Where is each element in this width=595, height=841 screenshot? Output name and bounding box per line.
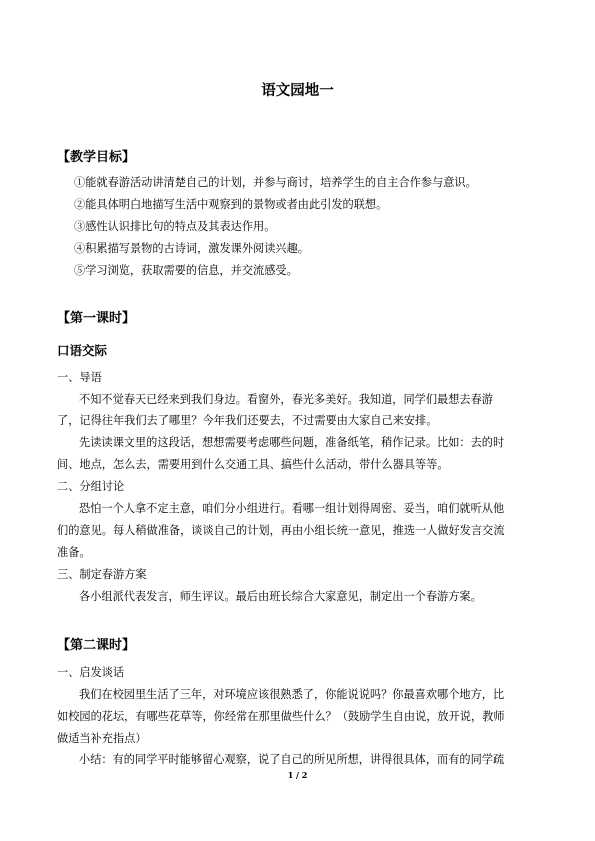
goal-item-3: ③感性认识排比句的特点及其表达作用。 <box>74 220 276 233</box>
lesson1-section2-paragraph1-line3: 准备。 <box>57 546 91 559</box>
lesson1-section1-paragraph1-line2: 了，记得往年我们去了哪里？今年我们还要去，不过需要由大家自己来安排。 <box>57 414 438 427</box>
page-title: 语文园地一 <box>261 83 334 99</box>
lesson1-section1-paragraph2-line2: 间、地点，怎么去，需要用到什么交通工具、搞些什么活动，带什么器具等等。 <box>57 458 449 471</box>
lesson1-section1-paragraph1-line1: 不知不觉春天已经来到我们身边。看窗外，春光多美好。我知道，同学们最想去春游 <box>79 393 493 406</box>
lesson2-section1-title: 一、启发谈话 <box>57 666 125 679</box>
lesson1-section2-paragraph1-line1: 恐怕一个人拿不定主意，咱们分小组进行。看哪一组计划得周密、妥当，咱们就听从他 <box>79 502 505 515</box>
lesson1-section1-paragraph2-line1: 先读读课文里的这段话，想想需要考虑哪些问题，准备纸笔，稍作记录。比如：去的时 <box>79 436 505 449</box>
lesson2-section1-paragraph1-line1: 我们在校园里生活了三年，对环境应该很熟悉了，你能说说吗？你最喜欢哪个地方，比 <box>79 688 505 701</box>
lesson1-section1-title: 一、导语 <box>57 371 102 384</box>
lesson1-section2-paragraph1-line2: 们的意见。每人稍做准备，谈谈自己的计划，再由小组长统一意见，推选一人做好发言交流 <box>57 524 505 537</box>
lesson1-subheading: 口语交际 <box>57 343 108 358</box>
lesson1-section3-paragraph1-line1: 各小组派代表发言，师生评议。最后由班长综合大家意见，制定出一个春游方案。 <box>79 590 482 603</box>
page-number: 1 / 2 <box>287 770 308 780</box>
lesson1-heading: 【第一课时】 <box>57 311 136 326</box>
goal-item-1: ①能就春游活动讲清楚自己的计划，并参与商讨，培养学生的自主合作参与意识。 <box>74 176 477 189</box>
goal-item-2: ②能具体明白地描写生活中观察到的景物或者由此引发的联想。 <box>74 198 388 211</box>
lesson1-section2-title: 二、分组讨论 <box>57 480 125 493</box>
lesson2-section1-paragraph1-line2: 如校园的花坛，有哪些花草等，你经常在那里做些什么？（鼓励学生自由说，放开说，教师 <box>57 710 505 723</box>
goal-item-5: ⑤学习浏览，获取需要的信息，并交流感受。 <box>74 264 298 277</box>
goal-item-4: ④积累描写景物的古诗词，激发课外阅读兴趣。 <box>74 242 309 255</box>
lesson2-section1-paragraph1-line3: 做适当补充指点） <box>57 732 147 745</box>
lesson1-section3-title: 三、制定春游方案 <box>57 568 147 581</box>
lesson2-section1-paragraph2-line1: 小结：有的同学平时能够留心观察，说了自己的所见所想，讲得很具体，而有的同学疏 <box>79 753 505 766</box>
goals-heading: 【教学目标】 <box>57 150 136 165</box>
lesson2-heading: 【第二课时】 <box>57 638 136 653</box>
